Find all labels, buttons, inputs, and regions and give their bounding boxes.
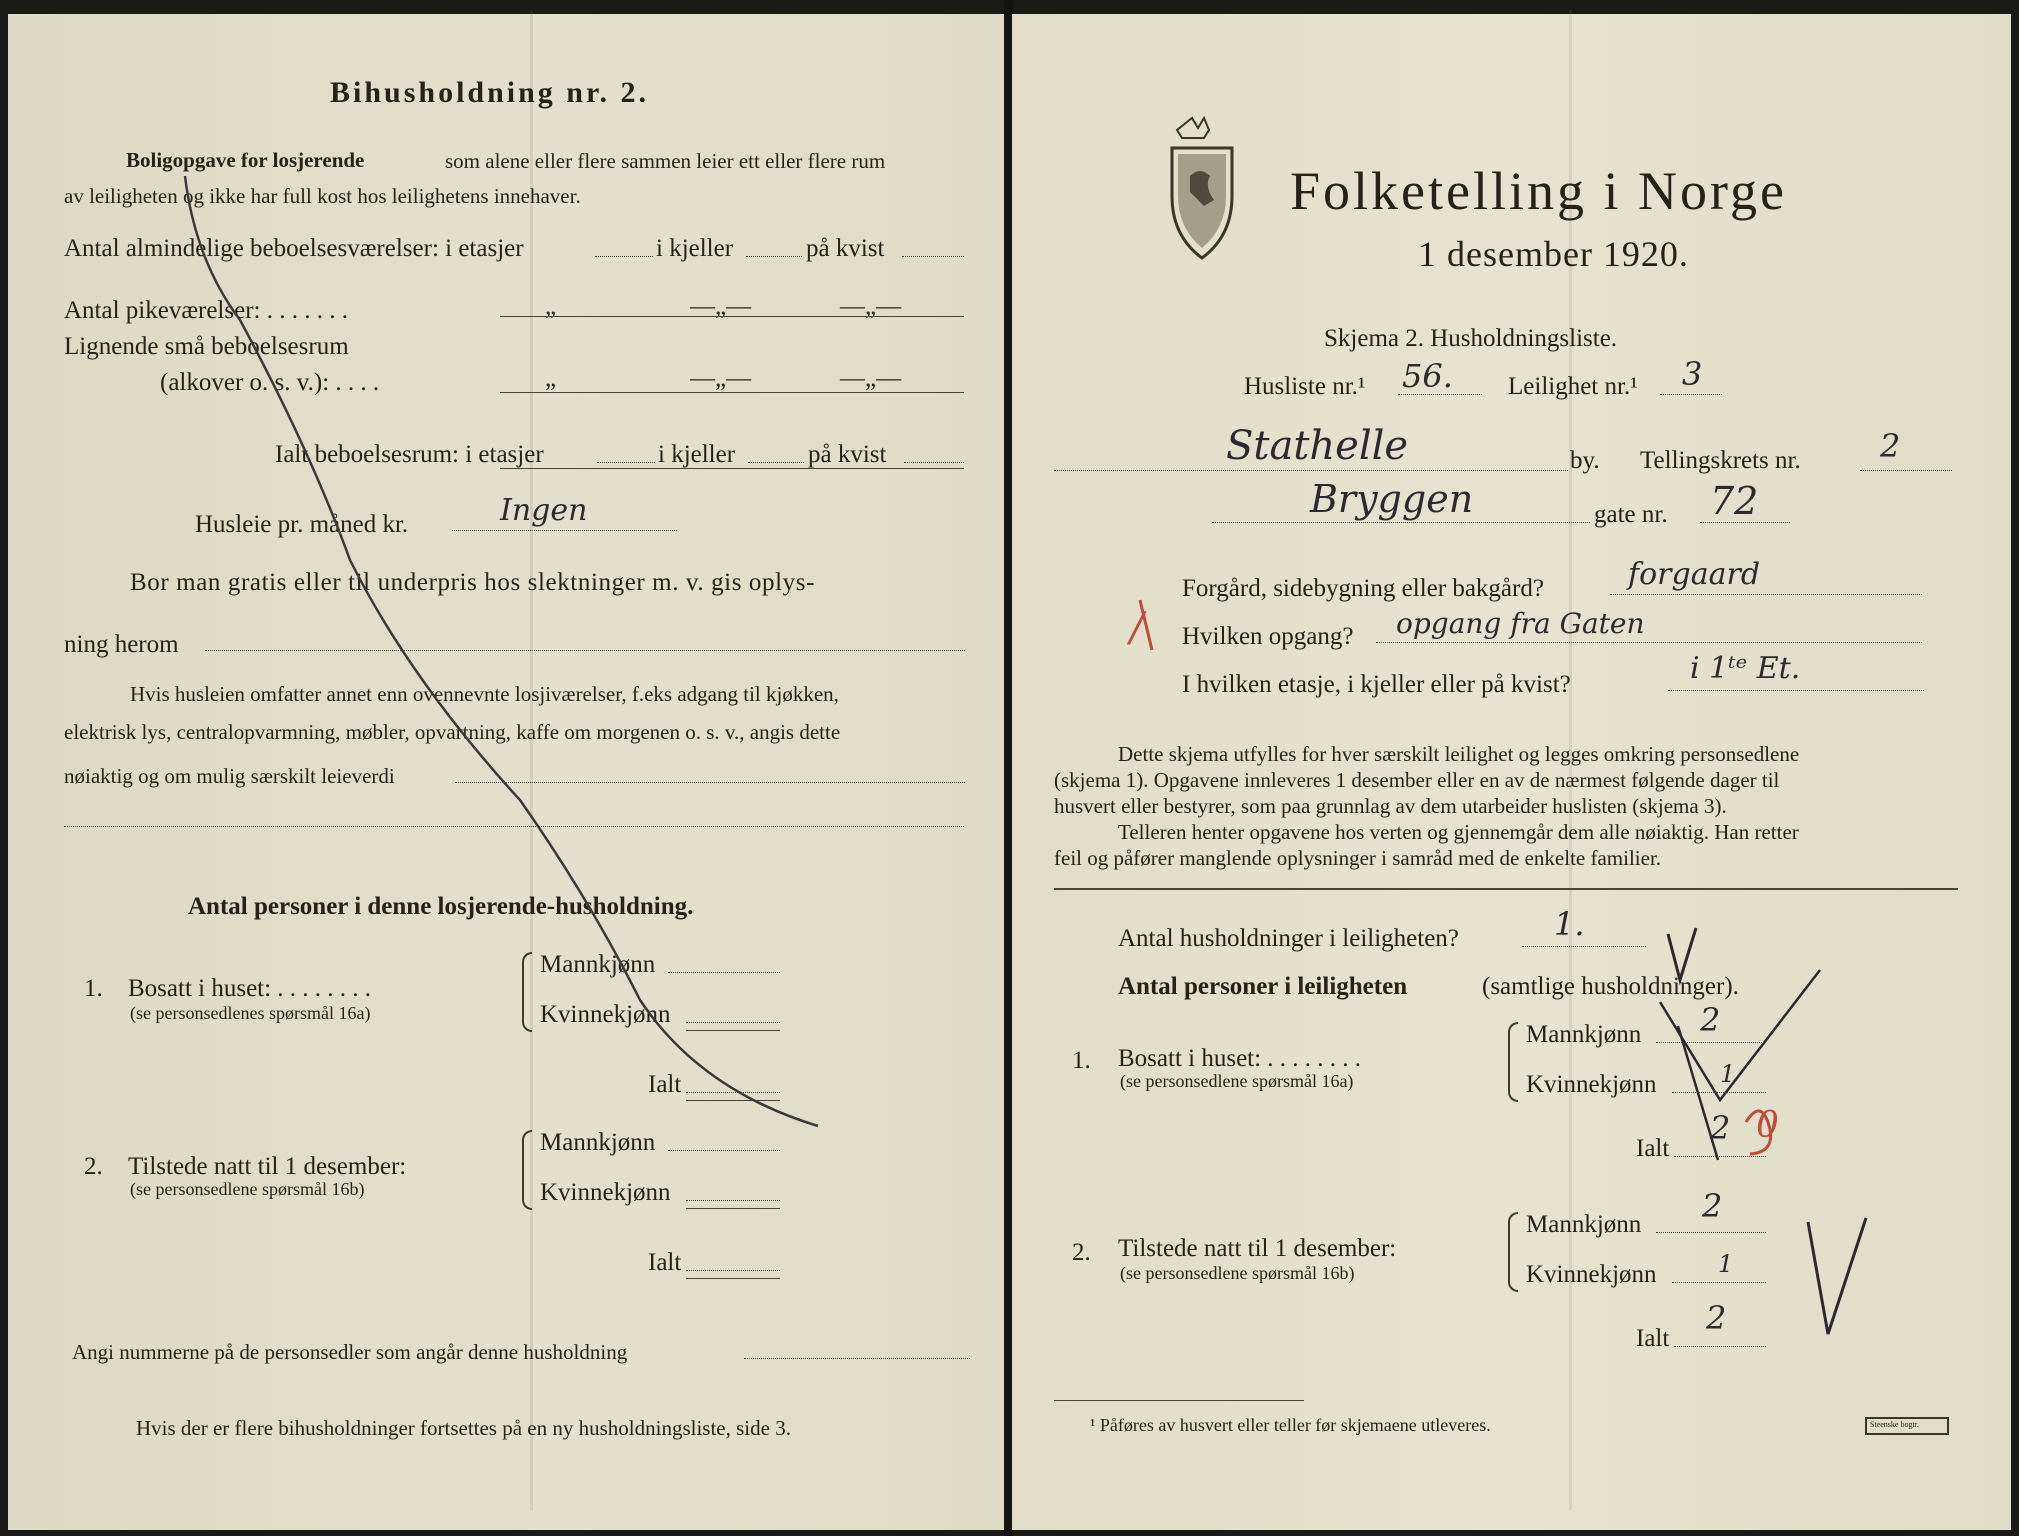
left-q1-num: 1. [84, 975, 103, 1002]
left-q1-sub: (se personsedlenes spørsmål 16a) [130, 1003, 371, 1023]
leilighet-line[interactable] [1660, 394, 1722, 395]
right-q1-mann-line[interactable] [1656, 1042, 1766, 1043]
left-q2-ialt: Ialt [648, 1249, 682, 1276]
gate-value: Bryggen [1310, 477, 1474, 521]
right-q2-sub: (se personsedlene spørsmål 16b) [1120, 1263, 1355, 1283]
right-q1-kvinne: Kvinnekjønn [1526, 1071, 1657, 1098]
left-q2-label: Tilstede natt til 1 desember: [128, 1153, 407, 1180]
right-q2-ialt-value: 2 [1706, 1299, 1727, 1337]
left-q1-mann: Mannkjønn [540, 951, 656, 978]
info-rule [1054, 888, 1958, 890]
opgang-label: Hvilken opgang? [1182, 623, 1354, 650]
right-q1-ialt: Ialt [1636, 1135, 1670, 1162]
right-q2-kvinne-line[interactable] [1672, 1282, 1766, 1283]
gate-label: gate nr. [1594, 501, 1668, 528]
right-q1-kvinne-value: 1 [1720, 1060, 1736, 1088]
etasje-label: I hvilken etasje, i kjeller eller på kvist? [1182, 671, 1571, 698]
info-line-1: Dette skjema utfylles for hver særskilt leilighet og legges omkring personsedlene [1118, 742, 1800, 766]
right-q2-label: Tilstede natt til 1 desember: [1118, 1235, 1397, 1262]
left-q1-kvinne: Kvinnekjønn [540, 1001, 671, 1028]
gratis-line-2: ning herom [64, 631, 179, 658]
opgang-value: opgang fra Gaten [1396, 607, 1645, 640]
by-line[interactable] [1054, 470, 1568, 471]
ialt-kjeller-label: i kjeller [658, 441, 736, 468]
right-q2-mann: Mannkjønn [1526, 1211, 1642, 1238]
left-q2-sub: (se personsedlene spørsmål 16b) [130, 1179, 365, 1199]
info-line-2: (skjema 1). Opgavene innleveres 1 desember eller en av de nærmest følgende dager til [1054, 768, 1780, 792]
ialt-kvist-label: på kvist [808, 441, 887, 468]
left-q2-kvinne: Kvinnekjønn [540, 1179, 671, 1206]
schema-label: Skjema 2. Husholdningsliste. [1324, 325, 1618, 352]
lignende-label-1: Lignende små beboelsesrum [64, 333, 349, 360]
info-line-4: Telleren henter opgavene hos verten og gjennemgår dem alle nøiaktig. Han retter [1118, 820, 1799, 844]
left-persons-heading: Antal personer i denne losjerende-husholdning. [188, 893, 694, 920]
husleie-value: Ingen [500, 493, 588, 528]
right-q2-brace [1508, 1212, 1518, 1292]
right-q2-num: 2. [1072, 1239, 1091, 1266]
right-q1-label: Bosatt i huset: . . . . . . . . [1118, 1045, 1362, 1072]
hush-value: 1. [1554, 905, 1585, 943]
right-date: 1 desember 1920. [1418, 234, 1689, 274]
rooms-kjeller-label: i kjeller [656, 235, 734, 262]
leilighet-label: Leilighet nr.¹ [1508, 373, 1638, 400]
intro-bold: Boligopgave for losjerende [126, 148, 365, 172]
husliste-value: 56. [1402, 357, 1453, 395]
right-q2-ialt: Ialt [1636, 1325, 1670, 1352]
right-q1-mann-value: 2 [1700, 1001, 1721, 1039]
gratis-line-1: Bor man gratis eller til underpris hos slektninger m. v. gis oplys- [130, 569, 816, 596]
lignende-ditto-3: —„— [840, 365, 902, 392]
left-title: Bihusholdning nr. 2. [330, 76, 650, 109]
by-label: by. [1570, 447, 1600, 474]
right-q1-ialt-line[interactable] [1674, 1156, 1766, 1157]
coat-of-arms-icon [1172, 118, 1232, 258]
krets-line[interactable] [1860, 470, 1952, 471]
right-q1-brace [1508, 1022, 1518, 1102]
pike-ditto-1: „ [545, 293, 557, 320]
hush-label: Antal husholdninger i leiligheten? [1118, 925, 1459, 952]
right-q2-mann-value: 2 [1702, 1187, 1723, 1225]
gate-line[interactable] [1212, 522, 1590, 523]
left-q1-label: Bosatt i huset: . . . . . . . . [128, 975, 372, 1002]
etasje-line[interactable] [1668, 690, 1924, 691]
husliste-label: Husliste nr.¹ [1244, 373, 1366, 400]
lignende-ditto-2: —„— [690, 365, 752, 392]
intro-line2: av leiligheten og ikke har full kost hos leilighetens innehaver. [64, 184, 581, 208]
printer-mark: Steenske bogtr. [1870, 1420, 1919, 1429]
gate-nr-value: 72 [1710, 479, 1759, 523]
left-q2-num: 2. [84, 1153, 103, 1180]
krets-label: Tellingskrets nr. [1640, 447, 1801, 474]
right-q1-kvinne-line[interactable] [1672, 1092, 1766, 1093]
info-line-3: husvert eller bestyrer, som paa grunnlag av dem utarbeider huslisten (skjema 3). [1054, 794, 1727, 818]
right-q1-mann: Mannkjønn [1526, 1021, 1642, 1048]
left-q2-mann: Mannkjønn [540, 1129, 656, 1156]
right-title: Folketelling i Norge [1290, 161, 1787, 221]
right-q1-ialt-red: 0 [1756, 1105, 1779, 1146]
losji-line-3: nøiaktig og om mulig særskilt leieverdi [64, 764, 395, 788]
husleie-label: Husleie pr. måned kr. [195, 511, 409, 538]
intro-rest: som alene eller flere sammen leier ett eller flere rum [445, 149, 886, 173]
forgard-value: forgaard [1628, 557, 1761, 592]
pike-ditto-3: —„— [840, 293, 902, 320]
left-q1-ialt: Ialt [648, 1071, 682, 1098]
etasje-value: i 1ᵗᵉ Et. [1690, 651, 1801, 686]
leilighet-value: 3 [1682, 355, 1703, 393]
by-value: Stathelle [1226, 423, 1409, 469]
right-q2-kvinne: Kvinnekjønn [1526, 1261, 1657, 1288]
footnote: ¹ Påføres av husvert eller teller før skjemaene utleveres. [1090, 1415, 1491, 1435]
fortsettes-note: Hvis der er flere bihusholdninger fortsettes på en ny husholdningsliste, side 3. [136, 1416, 791, 1440]
right-persons-heading-bold: Antal personer i leiligheten [1118, 973, 1408, 1000]
rooms-kvist-label: på kvist [806, 235, 885, 262]
lignende-label-2: (alkover o. s. v.): . . . . [160, 369, 380, 396]
right-q2-ialt-line[interactable] [1674, 1346, 1766, 1347]
losji-line-1: Hvis husleien omfatter annet enn ovennevnte losjiværelser, f.eks adgang til kjøkken, [130, 682, 839, 706]
right-q1-ialt-value: 2 [1710, 1109, 1731, 1147]
forgard-line[interactable] [1610, 594, 1922, 595]
footnote-rule [1054, 1400, 1304, 1401]
krets-value: 2 [1880, 427, 1901, 465]
rooms-label: Antal almindelige beboelsesværelser: i etasjer [64, 235, 524, 262]
pike-label: Antal pikeværelser: . . . . . . . [64, 297, 348, 324]
right-q2-kvinne-value: 1 [1718, 1250, 1734, 1278]
right-q1-sub: (se personsedlene spørsmål 16a) [1120, 1071, 1354, 1091]
losji-line-2: elektrisk lys, centralopvarmning, møbler, opvartning, kaffe om morgenen o. s. v., angis dette [64, 720, 841, 744]
opgang-line[interactable] [1376, 642, 1922, 643]
margin-mark: / [1130, 605, 1144, 651]
ialt-rooms-label: Ialt beboelsesrum: i etasjer [275, 441, 544, 468]
pike-ditto-2: —„— [690, 293, 752, 320]
hush-line[interactable] [1522, 946, 1646, 947]
right-q1-num: 1. [1072, 1047, 1091, 1074]
right-persons-heading-rest: (samtlige husholdninger). [1482, 973, 1739, 1000]
angi-label: Angi nummerne på de personsedler som angår denne husholdning [72, 1340, 628, 1364]
forgard-label: Forgård, sidebygning eller bakgård? [1182, 575, 1544, 602]
right-q2-mann-line[interactable] [1656, 1232, 1766, 1233]
info-line-5: feil og påfører manglende oplysninger i samråd med de enkelte familier. [1054, 846, 1662, 870]
lignende-ditto-1: „ [545, 365, 557, 392]
